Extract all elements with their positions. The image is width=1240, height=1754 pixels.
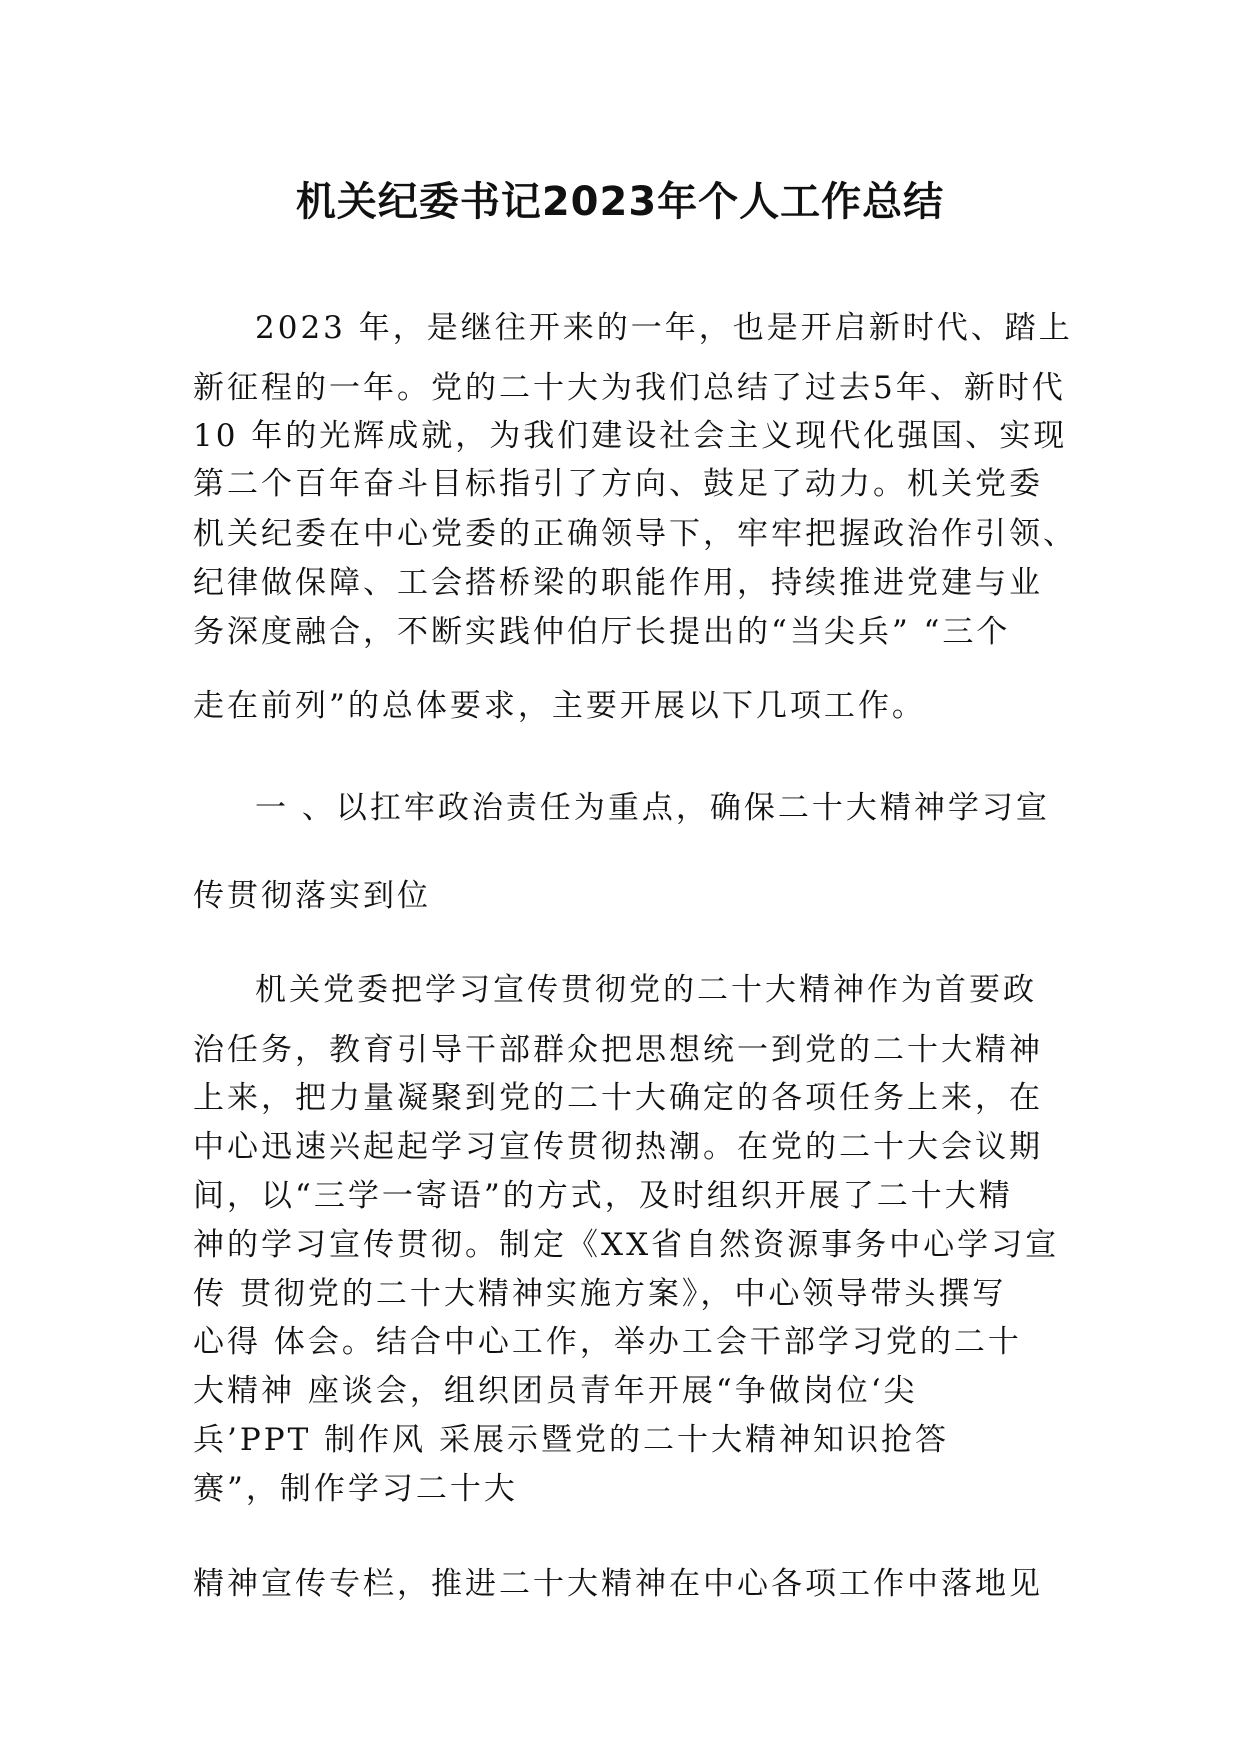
- body-line: 间，以“三学一寄语”的方式，及时组织开展了二十大精: [193, 1178, 1013, 1214]
- body-line: 大精神 座谈会，组织团员青年开展“争做岗位‘尖: [193, 1373, 918, 1409]
- section-heading-line: 传贯彻落实到位: [193, 878, 431, 914]
- intro-line: 机关纪委在中心党委的正确领导下，牢牢把握政治作引领、: [193, 516, 1077, 552]
- document-title: 机关纪委书记2023年个人工作总结: [295, 179, 945, 225]
- intro-line: 务深度融合，不断实践仲伯厅长提出的“当尖兵” “三个: [193, 614, 1011, 650]
- body-line: 传 贯彻党的二十大精神实施方案》，中心领导带头撰写: [193, 1276, 1007, 1312]
- body-line: 精神宣传专栏，推进二十大精神在中心各项工作中落地见: [193, 1566, 1043, 1602]
- section-heading-line: 一 、以扛牢政治责任为重点，确保二十大精神学习宣: [255, 790, 1050, 826]
- intro-line: 新征程的一年。党的二十大为我们总结了过去5年、新时代: [193, 370, 1066, 406]
- body-line: 赛”，制作学习二十大: [193, 1471, 518, 1507]
- intro-line: 走在前列”的总体要求，主要开展以下几项工作。: [193, 688, 926, 724]
- body-line: 中心迅速兴起起学习宣传贯彻热潮。在党的二十大会议期: [193, 1129, 1043, 1165]
- intro-line: 纪律做保障、工会搭桥梁的职能作用，持续推进党建与业: [193, 565, 1043, 601]
- body-line: 兵’PPT 制作风 采展示暨党的二十大精神知识抢答: [193, 1422, 949, 1458]
- intro-line: 第二个百年奋斗目标指引了方向、鼓足了动力。机关党委: [193, 466, 1043, 502]
- intro-line: 2023 年，是继往开来的一年，也是开启新时代、踏上: [255, 310, 1073, 346]
- body-line: 机关党委把学习宣传贯彻党的二十大精神作为首要政: [255, 972, 1037, 1008]
- body-line: 上来，把力量凝聚到党的二十大确定的各项任务上来，在: [193, 1080, 1043, 1116]
- body-line: 心得 体会。结合中心工作，举办工会干部学习党的二十: [193, 1324, 1022, 1360]
- body-line: 治任务，教育引导干部群众把思想统一到党的二十大精神: [193, 1032, 1043, 1068]
- body-line: 神的学习宣传贯彻。制定《XX省自然资源事务中心学习宣: [193, 1227, 1060, 1263]
- intro-line: 10 年的光辉成就，为我们建设社会主义现代化强国、实现: [193, 418, 1068, 454]
